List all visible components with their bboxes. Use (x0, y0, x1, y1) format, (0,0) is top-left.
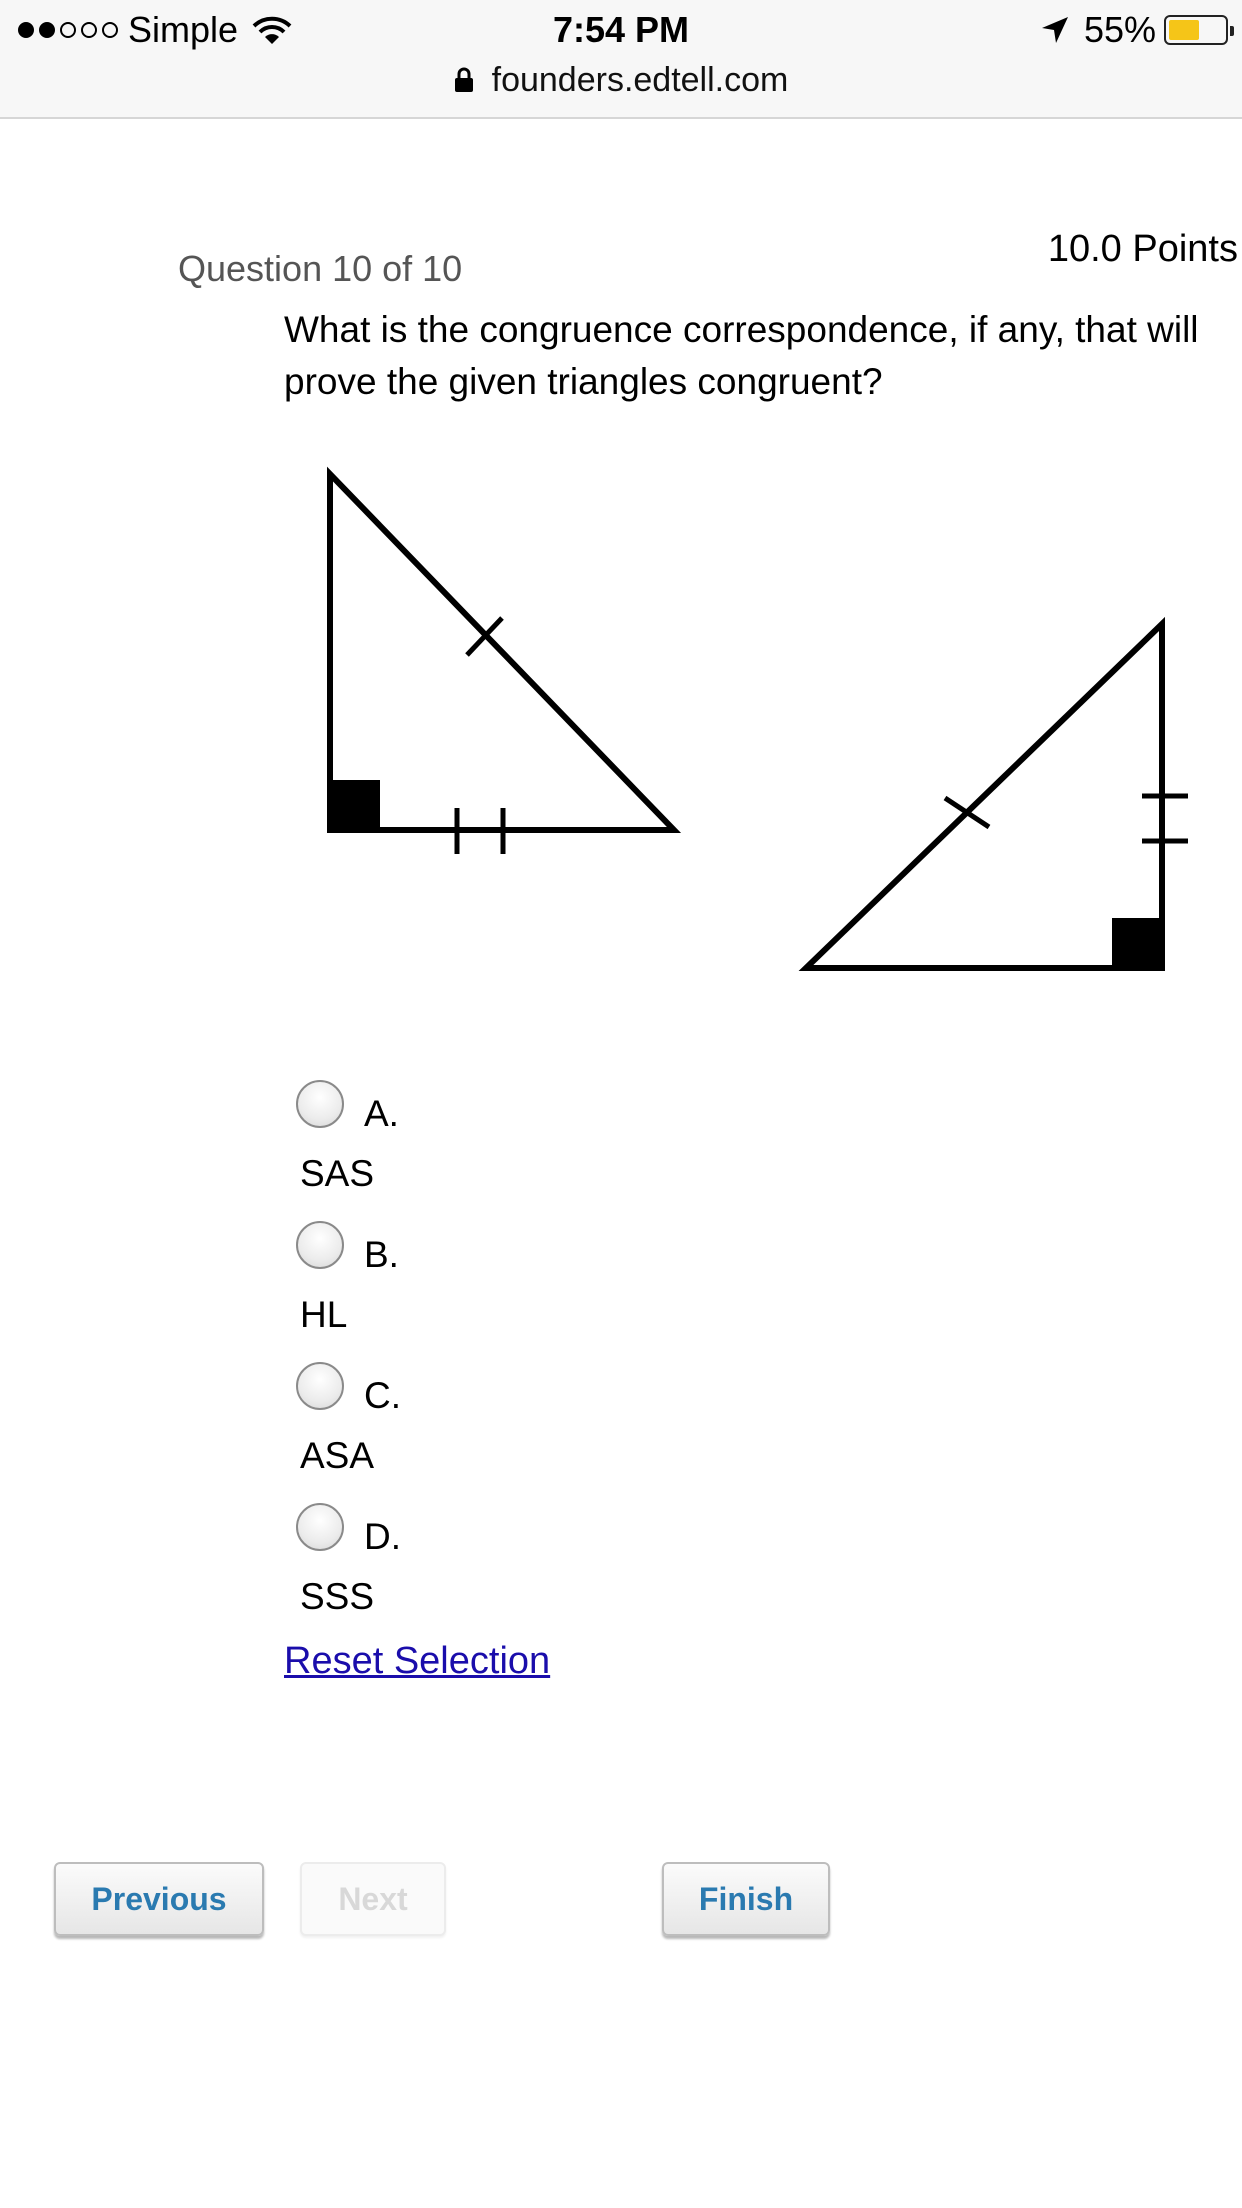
next-button: Next (300, 1862, 446, 1936)
radio-button[interactable] (296, 1503, 344, 1551)
option-c[interactable] (296, 1362, 1096, 1503)
option-letter: B. (364, 1234, 399, 1275)
battery-icon (1164, 15, 1228, 45)
lock-icon (454, 67, 474, 93)
left-triangle (330, 474, 674, 854)
option-b[interactable] (296, 1221, 1096, 1362)
radio-button[interactable] (296, 1362, 344, 1410)
radio-button[interactable] (296, 1221, 344, 1269)
right-angle-marker (1112, 918, 1162, 968)
finish-button[interactable]: Finish (662, 1862, 830, 1936)
triangles-figure (300, 450, 1220, 990)
option-d[interactable] (296, 1503, 1096, 1644)
option-answer: SSS (300, 1576, 375, 1617)
option-a[interactable] (296, 1080, 1096, 1221)
option-answer: ASA (300, 1435, 375, 1476)
question-counter: Question 10 of 10 (178, 248, 463, 289)
option-letter: A. (364, 1093, 399, 1134)
right-angle-marker (330, 780, 380, 830)
question-text: What is the congruence correspondence, if any, that will prove the given triangles congruent? (284, 309, 1199, 402)
location-arrow-icon (1040, 15, 1070, 45)
option-letter: D. (364, 1516, 401, 1557)
radio-button[interactable] (296, 1080, 344, 1128)
reset-selection-link[interactable]: Reset Selection (284, 1640, 551, 1682)
battery-fill (1169, 20, 1199, 40)
option-answer: SAS (300, 1153, 375, 1194)
status-time: 7:54 PM (552, 9, 690, 50)
status-right (1040, 10, 1228, 50)
hypotenuse-tick (945, 798, 989, 827)
answer-options (296, 1080, 1096, 1644)
battery-percent: 55% (1083, 9, 1156, 50)
option-letter: C. (364, 1375, 401, 1416)
question-points: 10.0 Points (1047, 228, 1238, 270)
option-answer: HL (300, 1294, 348, 1335)
right-triangle (806, 624, 1188, 968)
previous-button[interactable]: Previous (54, 1862, 264, 1936)
battery-tip (1230, 26, 1234, 36)
status-bar (0, 0, 1242, 119)
carrier-name: Simple (128, 9, 239, 50)
address-bar[interactable] (0, 58, 1242, 102)
url-text[interactable]: founders.edtell.com (491, 61, 789, 99)
